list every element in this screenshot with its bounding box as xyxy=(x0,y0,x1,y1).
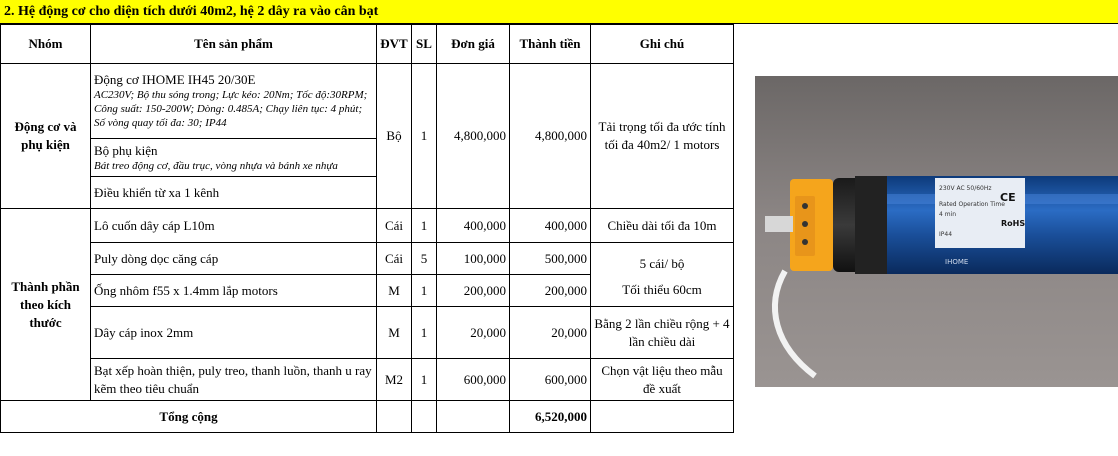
product-name: Ống nhôm f55 x 1.4mm lắp motors xyxy=(91,275,377,307)
price-cell: 4,800,000 xyxy=(437,64,510,209)
qty-cell: 5 xyxy=(412,243,437,275)
product-cell xyxy=(91,64,377,139)
qty-cell: 1 xyxy=(412,359,437,401)
qty-cell: 1 xyxy=(412,275,437,307)
group-name: Thành phần theo kích thước xyxy=(11,278,80,330)
table-header-row xyxy=(1,25,734,64)
product-name: Puly dòng dọc căng cáp xyxy=(91,243,377,275)
brand-text: IHOME xyxy=(945,258,969,266)
unit-cell: M2 xyxy=(377,359,412,401)
note-cell: Chọn vật liệu theo mẫu đề xuất xyxy=(591,359,734,401)
empty-cell xyxy=(437,401,510,433)
motor-collar xyxy=(855,176,887,274)
table-row xyxy=(1,359,734,401)
unit-cell: M xyxy=(377,307,412,359)
total-cell: 600,000 xyxy=(510,359,591,401)
product-table xyxy=(0,24,734,433)
table-row xyxy=(1,243,734,275)
header-total: Thành tiền xyxy=(510,25,591,64)
grand-total-value: 6,520,000 xyxy=(510,401,591,433)
header-note: Ghi chú xyxy=(591,25,734,64)
section-title: 2. Hệ động cơ cho diện tích dưới 40m2, hệ 2 dây ra vào cân bạt xyxy=(0,0,1118,24)
qty-cell: 1 xyxy=(412,307,437,359)
unit-cell: Cái xyxy=(377,209,412,243)
header-qty: SL xyxy=(412,25,437,64)
table-row xyxy=(1,64,734,139)
motor-photo xyxy=(755,76,1118,387)
price-cell: 200,000 xyxy=(437,275,510,307)
label-line: Rated Operation Time xyxy=(939,201,1005,208)
label-line: IP44 xyxy=(939,231,953,238)
product-name: Động cơ IHOME IH45 20/30E xyxy=(94,72,256,87)
price-cell: 100,000 xyxy=(437,243,510,275)
total-cell: 20,000 xyxy=(510,307,591,359)
product-desc: Bát treo động cơ, đầu trục, vòng nhựa và bánh xe nhựa xyxy=(94,159,338,172)
qty-cell: 1 xyxy=(412,209,437,243)
product-desc: AC230V; Bộ thu sóng trong; Lực kéo: 20Nm; Tốc độ:30RPM; Công suất: 150-200W; Dòng: 0.485A; Chạy liên tục: 4 phút; Số vòng quay tối đa: 30; IP44 xyxy=(94,89,368,129)
note-cell: Tối thiểu 60cm xyxy=(591,275,734,307)
label-line: 4 min xyxy=(939,211,957,218)
empty-cell xyxy=(591,401,734,433)
empty-cell xyxy=(412,401,437,433)
header-unit: ĐVT xyxy=(377,25,412,64)
header-price: Đơn giá xyxy=(437,25,510,64)
price-cell: 600,000 xyxy=(437,359,510,401)
total-label: Tổng cộng xyxy=(1,401,377,433)
ce-mark: CE xyxy=(1000,191,1016,204)
note-cell: 5 cái/ bộ xyxy=(591,243,734,275)
total-cell: 200,000 xyxy=(510,275,591,307)
product-cell xyxy=(91,177,377,209)
table-row xyxy=(1,275,734,307)
product-name: Lô cuốn dây cáp L10m xyxy=(91,209,377,243)
motor-illustration xyxy=(755,76,1118,387)
unit-cell: Cái xyxy=(377,243,412,275)
motor-button xyxy=(802,239,808,245)
note-cell: Tải trọng tối đa ước tính tối đa 40m2/ 1 motors xyxy=(591,64,734,209)
total-cell: 500,000 xyxy=(510,243,591,275)
group-cell xyxy=(1,209,91,401)
header-product: Tên sản phẩm xyxy=(91,25,377,64)
empty-cell xyxy=(377,401,412,433)
total-cell: 4,800,000 xyxy=(510,64,591,209)
product-name: Bạt xếp hoàn thiện, puly treo, thanh luồn, thanh u ray kẽm theo tiêu chuẩn xyxy=(91,359,377,401)
motor-prong xyxy=(765,216,793,232)
price-cell: 20,000 xyxy=(437,307,510,359)
product-name: Điều khiển từ xa 1 kênh xyxy=(94,184,220,200)
header-group: Nhóm xyxy=(1,25,91,64)
note-cell: Bằng 2 lần chiều rộng + 4 lần chiều dài xyxy=(591,307,734,359)
product-name: Dây cáp inox 2mm xyxy=(91,307,377,359)
price-cell: 400,000 xyxy=(437,209,510,243)
product-name: Bộ phụ kiện xyxy=(94,142,158,158)
motor-button xyxy=(802,203,808,209)
group-name: Động cơ và phụ kiện xyxy=(14,119,77,152)
unit-cell: M xyxy=(377,275,412,307)
unit-cell: Bộ xyxy=(377,64,412,209)
table-row xyxy=(1,307,734,359)
label-line: 230V AC 50/60Hz xyxy=(939,185,992,192)
motor-button xyxy=(802,221,808,227)
qty-cell: 1 xyxy=(412,64,437,209)
total-cell: 400,000 xyxy=(510,209,591,243)
group-cell xyxy=(1,64,91,209)
rohs-mark: RoHS xyxy=(1001,219,1026,228)
table-row xyxy=(1,209,734,243)
motor-cable xyxy=(775,271,815,376)
product-cell xyxy=(91,139,377,177)
total-row xyxy=(1,401,734,433)
note-cell: Chiều dài tối đa 10m xyxy=(591,209,734,243)
